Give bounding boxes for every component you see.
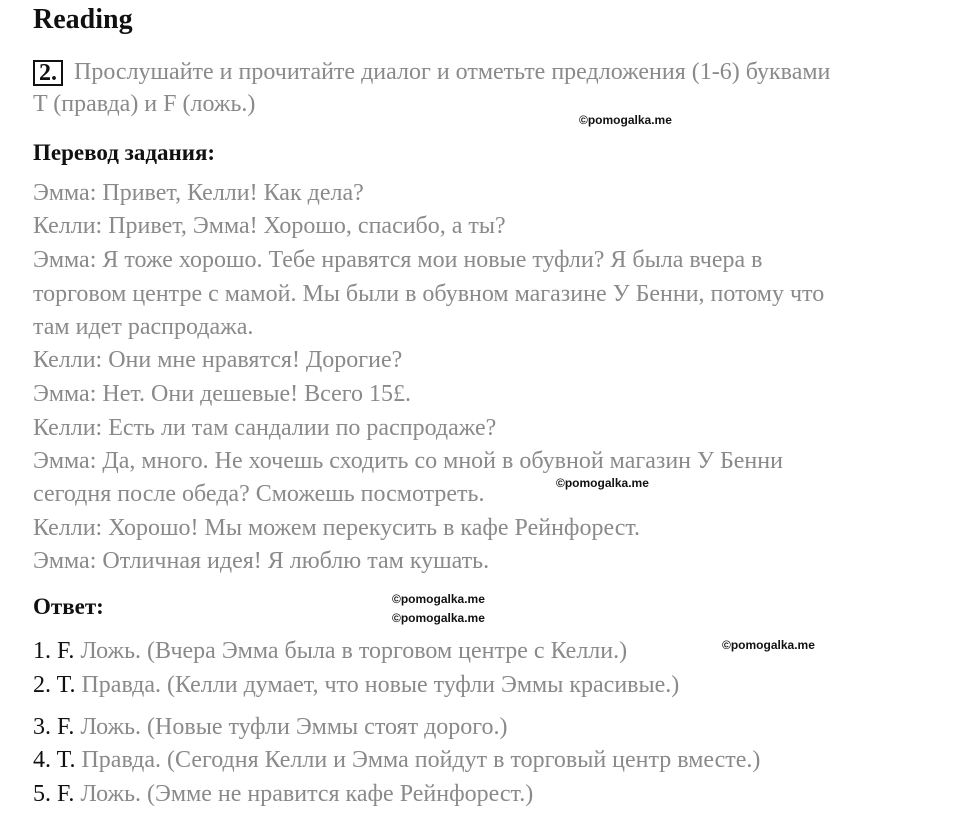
answer-item <box>33 714 508 741</box>
dialogue-line: сегодня после обеда? Сможешь посмотреть. <box>33 481 485 507</box>
dialogue-line: Эмма: Отличная идея! Я люблю там кушать. <box>33 548 490 574</box>
answer-item <box>33 672 679 699</box>
answer-item <box>33 781 533 808</box>
dialogue-line: Эмма: Нет. Они дешевые! Всего 15£. <box>33 381 412 407</box>
answer-title: Ответ: <box>33 594 104 619</box>
watermark: ©pomogalka.me <box>722 638 815 652</box>
answer-label: 5. F. <box>33 781 75 807</box>
answer-label: 1. F. <box>33 638 75 664</box>
watermark: ©pomogalka.me <box>392 611 485 625</box>
dialogue-line: Эмма: Я тоже хорошо. Тебе нравятся мои новые туфли? Я была вчера в <box>33 247 763 273</box>
dialogue-line: Келли: Хорошо! Мы можем перекусить в кафе Рейнфорест. <box>33 515 641 541</box>
answer-label: 4. T. <box>33 747 76 773</box>
task-instruction-line-1: Прослушайте и прочитайте диалог и отметьте предложения (1-6) буквами <box>74 59 831 85</box>
dialogue-line: Эмма: Привет, Келли! Как дела? <box>33 180 364 206</box>
answer-text: Ложь. (Эмме не нравится кафе Рейнфорест.) <box>80 781 534 807</box>
watermark: ©pomogalka.me <box>556 476 649 490</box>
dialogue-line: там идет распродажа. <box>33 314 254 340</box>
task-number-box: 2. <box>33 60 63 86</box>
page-heading: Reading <box>33 4 133 35</box>
answer-label: 3. F. <box>33 714 75 740</box>
dialogue-line: Келли: Привет, Эмма! Хорошо, спасибо, а ты? <box>33 213 506 239</box>
answer-text: Ложь. (Новые туфли Эммы стоят дорого.) <box>80 714 508 740</box>
answer-text: Ложь. (Вчера Эмма была в торговом центре с Келли.) <box>80 638 628 664</box>
answer-item <box>33 747 760 774</box>
dialogue-line: Эмма: Да, много. Не хочешь сходить со мной в обувной магазин У Бенни <box>33 448 783 474</box>
task-instruction-line-2: T (правда) и F (ложь.) <box>33 91 256 117</box>
dialogue-line: торговом центре с мамой. Мы были в обувном магазине У Бенни, потому что <box>33 281 825 307</box>
translation-title: Перевод задания: <box>33 140 216 165</box>
watermark: ©pomogalka.me <box>579 113 672 127</box>
watermark: ©pomogalka.me <box>392 592 485 606</box>
answer-item <box>33 638 627 665</box>
dialogue-line: Келли: Есть ли там сандалии по распродаже? <box>33 415 497 441</box>
dialogue-line: Келли: Они мне нравятся! Дорогие? <box>33 347 403 373</box>
answer-text: Правда. (Келли думает, что новые туфли Эммы красивые.) <box>81 672 680 698</box>
answer-label: 2. T. <box>33 672 76 698</box>
answer-text: Правда. (Сегодня Келли и Эмма пойдут в торговый центр вместе.) <box>81 747 761 773</box>
